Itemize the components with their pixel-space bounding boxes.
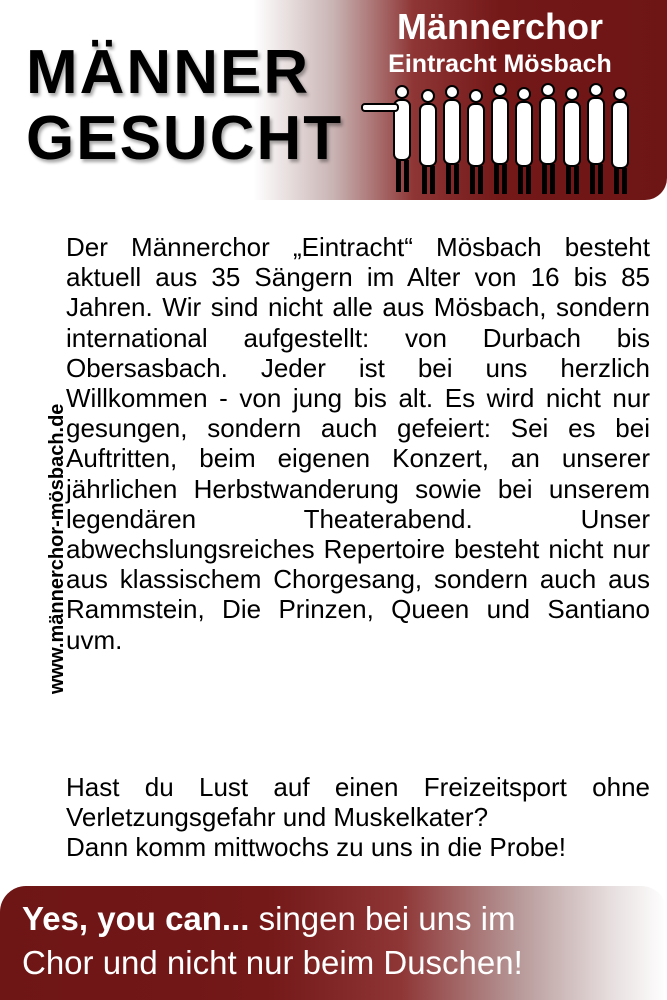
footer-slogan-bold: Yes, you can...	[22, 900, 250, 937]
org-subtitle: Eintracht Mösbach	[388, 50, 612, 78]
headline-line-2: GESUCHT	[26, 104, 344, 173]
footer-line-2: Chor und nicht nur beim Duschen!	[22, 944, 523, 981]
closing-line-2: Dann komm mittwochs zu uns in die Probe!	[66, 832, 566, 863]
choir-silhouette-illustration	[360, 80, 650, 198]
closing-text	[66, 772, 650, 863]
footer-line-1-rest: singen bei uns im	[249, 900, 516, 937]
org-name: Männerchor	[396, 6, 604, 47]
footer-line-1	[22, 902, 662, 935]
body-paragraph: Der Männerchor „Eintracht“ Mösbach besteht aktuell aus 35 Sängern im Alter von 16 bis 85 Jahren. Wir sind nicht alle aus Mösbach, sondern international aufgestellt: von Durbach bis Obersasbach. Jeder ist bei uns herzlich Willkommen - von jung bis alt. Es wird nicht nur gesungen, sondern auch gefeiert: Sei es bei Auftritten, beim eigenen Konzert, an unserer jährlichen Herbstwanderung sowie bei unserem legendären Theaterabend. Unser abwechslungsreiches Repertoire besteht nicht nur aus klassischem Chorgesang, sondern auch aus Rammstein, Die Prinzen, Queen und Santiano uvm.	[66, 232, 650, 655]
headline-line-1: MÄNNER	[26, 38, 311, 107]
website-url-link[interactable]: www.männerchor-mösbach.de	[46, 403, 68, 694]
closing-line-1: Hast du Lust auf einen Freizeitsport ohne Verletzungsgefahr und Muskelkater?	[66, 772, 650, 833]
